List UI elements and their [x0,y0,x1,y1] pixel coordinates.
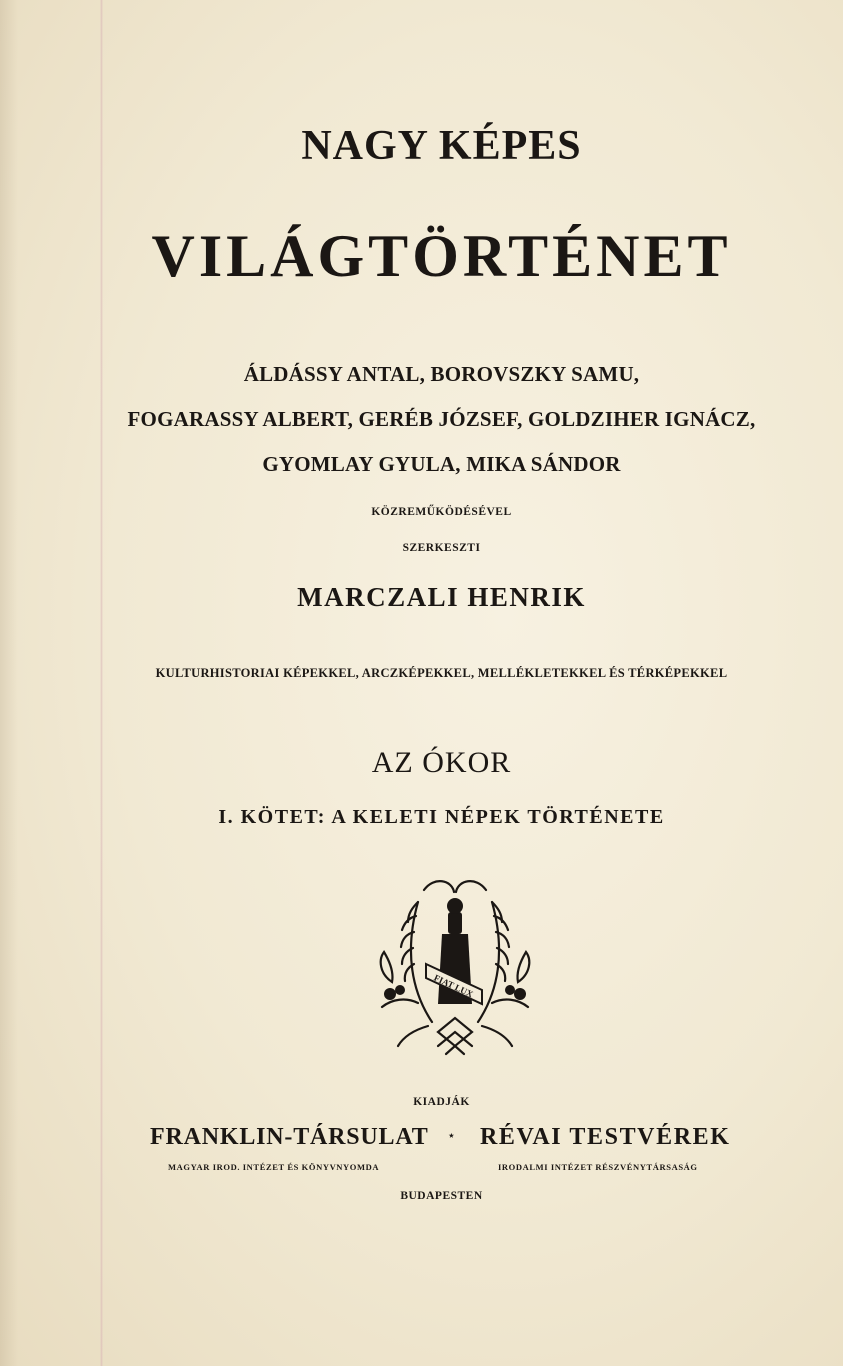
volume-title: I. KÖTET: A KELETI NÉPEK TÖRTÉNETE [218,806,665,828]
publication-city: BUDAPESTEN [400,1190,483,1202]
editor-name: MARCZALI HENRIK [297,582,586,612]
star-separator-icon: ⋆ [447,1128,456,1144]
emblem-motto: FIAT LUX [432,972,475,1000]
publisher-emblem-icon [372,872,538,1062]
section-title: AZ ÓKOR [371,746,512,779]
publisher-left-subtitle: MAGYAR IROD. INTÉZET ÉS KÖNYVNYOMDA [168,1162,380,1172]
publisher-label: KIADJÁK [413,1096,470,1108]
edited-by-label: SZERKESZTI [402,542,481,554]
page-edge-shadow [0,0,18,1366]
publisher-right-subtitle: IRODALMI INTÉZET RÉSZVÉNYTÁRSASÁG [498,1162,698,1172]
contributors-line-2: FOGARASSY ALBERT, GERÉB JÓZSEF, GOLDZIHER IGNÁCZ, [127,407,756,431]
cooperation-label: KÖZREMŰKÖDÉSÉVEL [371,506,512,518]
publishers-block [150,1124,760,1194]
title-line-1: NAGY KÉPES [301,123,582,169]
contributors-line-1: ÁLDÁSSY ANTAL, BOROVSZKY SAMU, [243,362,640,386]
margin-rule [100,0,103,1366]
contributors-line-3: GYOMLAY GYULA, MIKA SÁNDOR [262,452,621,476]
publisher-left-name: FRANKLIN-TÁRSULAT [150,1124,429,1150]
illustrations-line: KULTURHISTORIAI KÉPEKKEL, ARCZKÉPEKKEL, MELLÉKLETEKKEL ÉS TÉRKÉPEKKEL [155,666,728,680]
publisher-right-name: RÉVAI TESTVÉREK [480,1124,731,1150]
title-line-2: VILÁGTÖRTÉNET [151,223,732,289]
